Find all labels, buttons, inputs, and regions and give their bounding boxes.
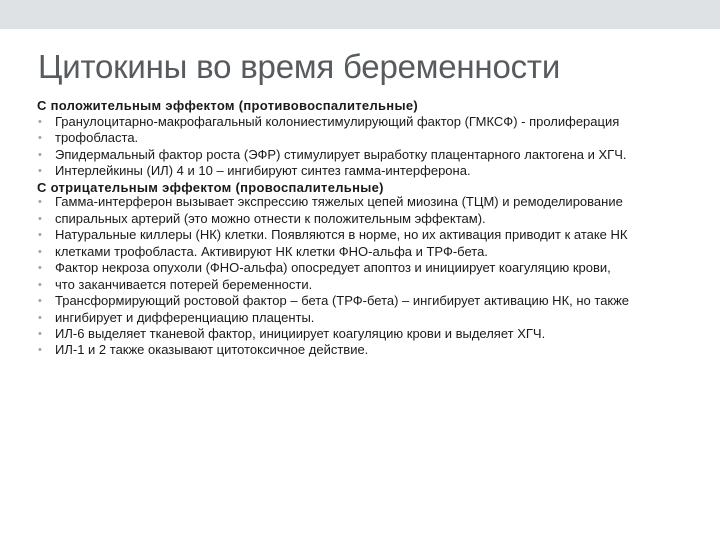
bullet-icon: • <box>38 115 42 128</box>
bullet-icon: • <box>38 295 42 308</box>
list-item <box>37 261 702 276</box>
bullet-icon: • <box>38 212 42 225</box>
list-item-text: спиральных артерий (это можно отнести к положительным эффектам). <box>55 210 486 226</box>
bullet-icon: • <box>38 229 42 242</box>
list-item <box>37 294 702 309</box>
list-item-text: ингибирует и дифференциацию плаценты. <box>55 309 315 325</box>
list-item <box>37 131 702 146</box>
list-item <box>37 327 702 342</box>
list-item-text: ИЛ-1 и 2 также оказывают цитотоксичное действие. <box>55 342 369 358</box>
list-item-text: Гранулоцитарно-макрофагальный колониестимулирующий фактор (ГМКСФ) - пролиферация <box>55 113 620 129</box>
list-item-text: клетками трофобласта. Активируют НК клетки ФНО-альфа и ТРФ-бета. <box>55 243 488 259</box>
top-bar <box>0 0 720 29</box>
bullet-icon: • <box>38 344 42 357</box>
list-item-text: Эпидермальный фактор роста (ЭФР) стимулирует выработку плацентарного лактогена и ХГЧ. <box>55 146 627 162</box>
list-item-text: что заканчивается потерей беременности. <box>55 276 313 292</box>
positive-list <box>37 115 702 179</box>
list-item <box>37 164 702 179</box>
list-item-text: Фактор некроза опухоли (ФНО-альфа) опосредует апоптоз и инициирует коагуляцию крови, <box>55 260 611 276</box>
bullet-icon: • <box>38 196 42 209</box>
negative-list <box>37 195 702 358</box>
list-item <box>37 311 702 326</box>
bullet-icon: • <box>38 278 42 291</box>
bullet-icon: • <box>38 148 42 161</box>
list-item-text: Гамма-интерферон вызывает экспрессию тяжелых цепей миозина (ТЦМ) и ремоделирование <box>55 194 623 210</box>
list-item <box>37 343 702 358</box>
positive-heading: С положительным эффектом (противовоспалительные) <box>37 98 419 113</box>
list-item <box>37 278 702 293</box>
slide-title: Цитокины во время беременности <box>38 48 561 85</box>
list-item <box>37 195 702 210</box>
bullet-icon: • <box>38 132 42 145</box>
list-item-text: ИЛ-6 выделяет тканевой фактор, инициирует коагуляцию крови и выделяет ХГЧ. <box>55 326 546 341</box>
list-item <box>37 115 702 130</box>
bullet-icon: • <box>38 311 42 324</box>
list-item-text: трофобласта. <box>55 130 139 146</box>
list-item-text: Натуральные киллеры (НК) клетки. Появляются в норме, но их активация приводит к атаке НК <box>55 227 628 243</box>
bullet-icon: • <box>38 262 42 275</box>
bullet-icon: • <box>38 245 42 258</box>
bullet-icon: • <box>38 328 42 340</box>
slide-content <box>37 99 702 360</box>
list-item <box>37 148 702 163</box>
list-item <box>37 245 702 260</box>
negative-heading: С отрицательным эффектом (провоспалительные) <box>37 179 384 195</box>
list-item-text: Интерлейкины (ИЛ) 4 и 10 – ингибируют синтез гамма-интерферона. <box>55 163 471 179</box>
list-item <box>37 212 702 227</box>
list-item <box>37 228 702 243</box>
bullet-icon: • <box>38 165 42 178</box>
list-item-text: Трансформирующий ростовой фактор – бета (ТРФ-бета) – ингибирует активацию НК, но также <box>55 293 630 309</box>
